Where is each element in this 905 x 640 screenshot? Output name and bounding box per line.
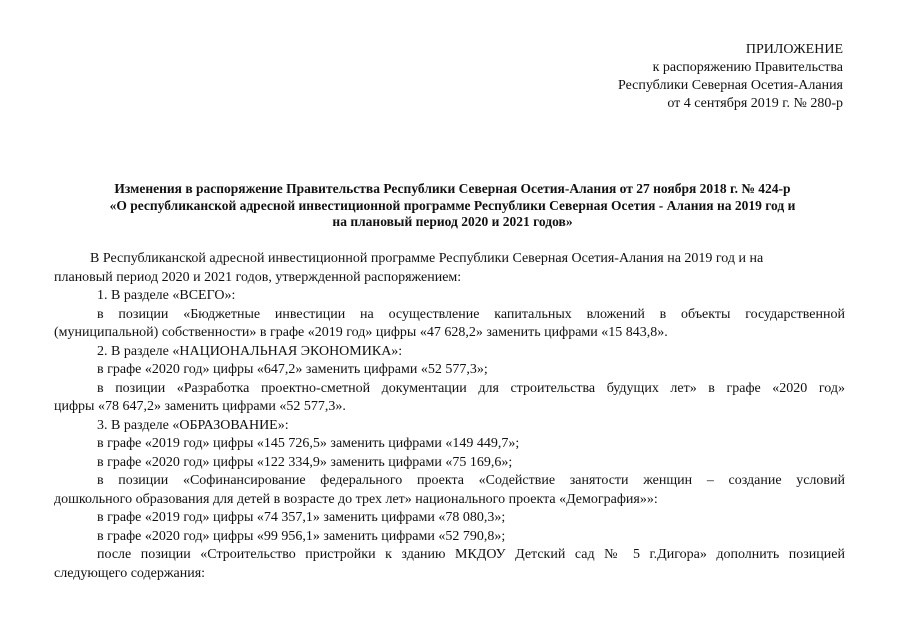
section-1-heading: 1. В разделе «ВСЕГО»:	[97, 288, 236, 303]
document-body	[54, 250, 845, 583]
section-3-line-2: в графе «2020 год» цифры «122 334,9» заменить цифрами «75 169,6»;	[97, 454, 513, 470]
section-3-line-7: после позиции «Строительство пристройки к зданию МКДОУ Детский сад № 5 г.Дигора» дополнить позицией	[97, 547, 845, 562]
section-3-line-5: в графе «2019 год» цифры «74 357,1» заменить цифрами «78 080,3»;	[97, 510, 506, 525]
title-line-1: Изменения в распоряжение Правительства Республики Северная Осетия-Алания от 27 ноября 2018 г. № 424-р	[114, 181, 791, 196]
section-3-line-8: следующего содержания:	[54, 565, 206, 581]
section-3-line-3: в позиции «Софинансирование федерального проекта «Содействие занятости женщин – создание условий	[97, 473, 845, 488]
intro-line-2: плановый период 2020 и 2021 годов, утвержденной распоряжением:	[54, 269, 462, 285]
section-3-line-1: в графе «2019 год» цифры «145 726,5» заменить цифрами «149 449,7»;	[97, 436, 520, 451]
title-line-2: «О республиканской адресной инвестиционной программе Республики Северная Осетия - Алания на 2019 год и	[109, 197, 796, 213]
appendix-date: от 4 сентября 2019 г. № 280-р	[667, 96, 843, 111]
section-2-line-2: в позиции «Разработка проектно-сметной документации для строительства будущих лет» в графе «2020 год»	[97, 380, 845, 396]
document-title	[40, 181, 865, 231]
section-1-line-1: в позиции «Бюджетные инвестиции на осуществление капитальных вложений в объекты государственной	[97, 306, 845, 322]
appendix-label: ПРИЛОЖЕНИЕ	[745, 42, 843, 57]
section-3-line-4: дошкольного образования для детей в возрасте до трех лет» национального проекта «Демография»»:	[54, 491, 658, 507]
section-3-line-6: в графе «2020 год» цифры «99 956,1» заменить цифрами «52 790,8»;	[97, 528, 506, 544]
intro-line-1: В Республиканской адресной инвестиционной программе Республики Северная Осетия-Алания на 2019 год и на	[90, 251, 764, 266]
section-3-heading: 3. В разделе «ОБРАЗОВАНИЕ»:	[97, 417, 289, 433]
section-2-heading: 2. В разделе «НАЦИОНАЛЬНАЯ ЭКОНОМИКА»:	[97, 343, 403, 359]
appendix-republic: Республики Северная Осетия-Алания	[618, 78, 843, 93]
section-1-line-2: (муниципальной) собственности» в графе «2019 год» цифры «47 628,2» заменить цифрами «15 843,8».	[54, 325, 668, 340]
appendix-header	[618, 41, 843, 113]
appendix-ref: к распоряжению Правительства	[652, 60, 843, 75]
title-line-3: на плановый период 2020 и 2021 годов»	[332, 214, 573, 229]
section-2-line-1: в графе «2020 год» цифры «647,2» заменить цифрами «52 577,3»;	[97, 362, 488, 377]
section-2-line-3: цифры «78 647,2» заменить цифрами «52 577,3».	[54, 399, 346, 414]
